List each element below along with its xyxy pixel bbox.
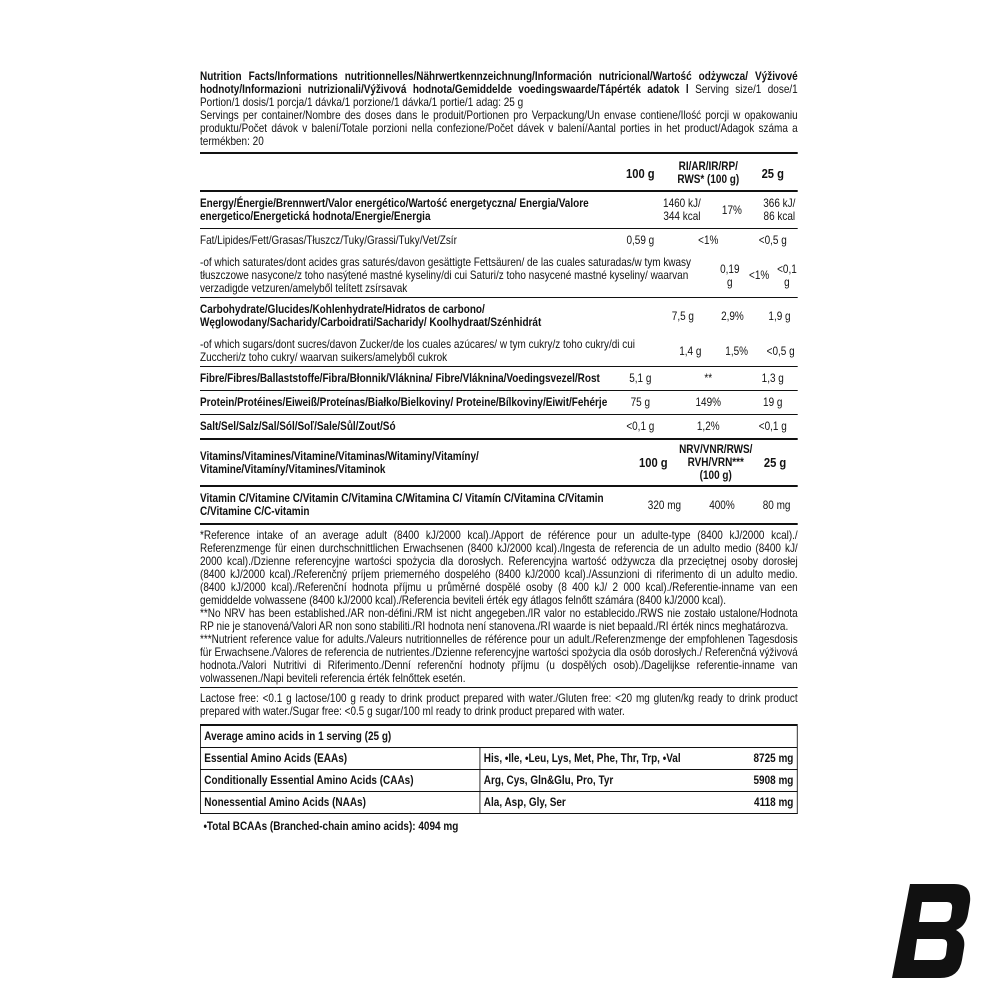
- b-logo-icon: [892, 884, 974, 978]
- amino-row-caa: [200, 770, 798, 792]
- row-protein: [200, 391, 798, 414]
- footnotes: [200, 525, 798, 687]
- vitamins-header-row: [200, 440, 798, 485]
- saturates-ri: <1%: [749, 269, 770, 282]
- carbohydrate-label: Carbohydrate/Glucides/Kohlenhydrate/Hidratos de carbono/ Węglowodany/Sacharidy/Carboidrati/Sacharidy/ Koolhydraat/Szénhidrát: [200, 303, 542, 329]
- protein-label: Protein/Protéines/Eiweiß/Proteínas/Białko/Bielkoviny/ Proteine/Bílkoviny/Eiwit/Fehérje: [200, 396, 608, 409]
- column-header-row: [200, 154, 798, 190]
- amino-eaa-name: Essential Amino Acids (EAAs): [201, 748, 481, 769]
- salt-25g: <0,1 g: [758, 420, 787, 433]
- amino-naa-list: Ala, Asp, Gly, Ser: [483, 796, 566, 809]
- amino-acids-table: [200, 724, 798, 839]
- vitamin-c-nrv: 400%: [709, 498, 735, 512]
- row-carbohydrate: [200, 298, 798, 334]
- protein-100g: 75 g: [630, 396, 651, 409]
- vitamin-c-100g: 320 mg: [647, 498, 682, 512]
- label-title: Nutrition Facts/Informations nutritionnelles/Nährwertkennzeichnung/Información nutricional/Wartość odżywcza/ Výživové hodnoty/Informazioni nutrizionali/Výživová hodnota/Gemiddelde voedingswaarde/Tápérték adatok l: [200, 70, 798, 96]
- col-25g: 25 g: [761, 165, 784, 181]
- free-from-statement: Lactose free: <0.1 g lactose/100 g ready to drink product prepared with water./Gluten free: <20 mg gluten/kg ready to drink product prepared with water./Sugar free: <0.5 g sugar/100 ml ready to drink product prepared with water.: [200, 692, 798, 718]
- saturates-100g: 0,19 g: [720, 262, 740, 289]
- amino-caa-name: Conditionally Essential Amino Acids (CAAs): [201, 770, 481, 791]
- fat-ri: <1%: [698, 234, 719, 247]
- sugars-label: -of which sugars/dont sucres/davon Zucker/de los cuales azúcares/ w tym cukry/z toho cukry/di cui Zuccheri/z toho cukry/ waarvan suikers/amelyből cukrok: [200, 338, 636, 364]
- fat-100g: 0,59 g: [626, 234, 655, 247]
- label-header: [200, 70, 798, 152]
- energy-25g: 366 kJ/ 86 kcal: [763, 197, 796, 223]
- salt-100g: <0,1 g: [626, 420, 655, 433]
- sugars-25g: <0,5 g: [766, 344, 795, 358]
- fibre-label: Fibre/Fibres/Ballaststoffe/Fibra/Błonnik/Vláknina/ Fibre/Vláknina/Voedingsvezel/Rost: [200, 372, 600, 385]
- row-sugars: [200, 334, 798, 366]
- serving-size: Serving size/1 dose/1 Portion/1 dosis/1 porcja/1 dávka/1 porzione/1 dávka/1 portie/1 adag: 25 g: [200, 83, 798, 109]
- vitamin-c-label: Vitamin C/Vitamine C/Vitamin C/Vitamina C/Witamina C/ Vitamín C/Vitamina C/Vitamin C/Vitamine C/C-vitamin: [200, 492, 604, 518]
- protein-ri: 149%: [695, 396, 722, 409]
- total-bcaa: •Total BCAAs (Branched-chain amino acids): 4094 mg: [203, 820, 459, 833]
- carbohydrate-25g: 1,9 g: [768, 309, 791, 323]
- fat-label: Fat/Lipides/Fett/Grasas/Tłuszcz/Tuky/Grassi/Tuky/Vet/Zsír: [200, 234, 457, 247]
- row-saturates: [200, 252, 798, 297]
- vitamin-c-25g: 80 mg: [762, 498, 791, 512]
- row-energy: [200, 192, 798, 228]
- row-fibre: [200, 367, 798, 390]
- fibre-ri: **: [704, 372, 713, 385]
- amino-eaa-mg: 8725 mg: [753, 752, 794, 765]
- footnote-nrv: **No NRV has been established./AR non-défini./RM ist nicht angegeben./IR valor no establecido./RWS nie zostało ustalone/Hodnota RP nie je stanovená/Valori AR non sono stabiliti./RI hodnota není stanovena./RI waarde is niet bepaald./RI érték nincs meghatározva.: [200, 607, 798, 633]
- vitamins-label: Vitamins/Vitamines/Vitamine/Vitaminas/Witaminy/Vitamíny/ Vitamine/Vitamíny/Vitamines/Vitaminok: [200, 449, 479, 476]
- amino-row-eaa: [200, 748, 798, 770]
- sugars-100g: 1,4 g: [679, 344, 702, 358]
- col-ri: RI/AR/IR/RP/ RWS* (100 g): [677, 160, 740, 186]
- amino-naa-name: Nonessential Amino Acids (NAAs): [201, 792, 481, 813]
- col-100g: 100 g: [626, 165, 655, 181]
- amino-title: Average amino acids in 1 serving (25 g): [200, 724, 798, 748]
- row-fat: [200, 229, 798, 252]
- carbohydrate-100g: 7,5 g: [671, 309, 694, 323]
- amino-caa-mg: 5908 mg: [753, 774, 794, 787]
- saturates-label: -of which saturates/dont acides gras saturés/davon gesättigte Fettsäuren/ de las cuales saturadas/w tym kwasy tłuszczowe nasycone/z toho nasýtené mastné kyseliny/di cui Saturi/z toho nasycené mastné kyseliny/ waarvan verzadigde vetzuren/amelyből telített zsírsavak: [200, 256, 692, 295]
- salt-ri: 1,2%: [696, 420, 720, 433]
- vitamins-col-100g: 100 g: [639, 455, 668, 470]
- amino-naa-mg: 4118 mg: [754, 796, 794, 809]
- footnote-nutrient: ***Nutrient reference value for adults./Valeurs nutritionnelles de référence pour un adult./Referenzmenge der empfohlenen Tagesdosis für Erwachsene./Valores de referencia de nutrientes./Dzienne referencyjne wartości spożycia dla osób dorosłych./ Referenčná výživová hodnota./Valori Nutritivi di Riferimento./Denní referenční hodnoty příjmu (u dospělých osob)./Dagelijkse referentie-inname van volwassenen./Napi beviteli referencia érték felnőttek esetén.: [200, 633, 798, 685]
- fat-25g: <0,5 g: [758, 234, 787, 247]
- energy-ri: 17%: [721, 203, 742, 217]
- row-salt: [200, 415, 798, 438]
- fibre-25g: 1,3 g: [761, 372, 784, 385]
- sugars-ri: 1,5%: [725, 344, 749, 358]
- amino-caa-list: Arg, Cys, Gln&Glu, Pro, Tyr: [483, 774, 614, 787]
- protein-25g: 19 g: [763, 396, 783, 409]
- nutrition-label: [200, 70, 798, 839]
- energy-label: Energy/Énergie/Brennwert/Valor energético/Wartość energetyczna/ Energia/Valore energetico/Energetická hodnota/Energie/Energia: [200, 197, 589, 223]
- vitamins-col-nrv: NRV/VNR/RWS/ RVH/VRN*** (100 g): [679, 443, 753, 482]
- amino-row-naa: [200, 792, 798, 814]
- energy-100g: 1460 kJ/ 344 kcal: [663, 197, 701, 223]
- footnote-ri: *Reference intake of an average adult (8400 kJ/2000 kcal)./Apport de référence pour un adulte-type (8400 kJ/2000 kcal)./ Referenzmenge für einen durchschnittlichen Erwachsenen (8400 kJ/2000 kcal)./Ingesta de referencia de un adulto medio (8400 kJ/ 2000 kcal)./Dzienne referencyjne wartości spożycia dla dorosłych. Referencyjna wartość odżywcza dla przeciętnej osoby dorosłej (8400 kJ/2000 kcal)./Referenčný príjem priemerného dospelého (8400 kJ/2000 kcal)./Assunzioni di riferimento di un adulto medio. (8400 kJ/2000 kcal)./Referenční hodnota příjmu u průměrné dospělé osoby (8 400 kJ/ 2 000 kcal)./Referentie-inname van een gemiddelde volwassene (8400 kJ/2000 kcal)./Referencia beviteli érték egy átlagos felnőtt számára (8400 kJ/2000 kcal).: [200, 529, 798, 607]
- servings-per-container: Servings per container/Nombre des doses dans le produit/Portionen pro Verpackung/Un envase contiene/Ilość porcji w opakowaniu produktu/Počet dávok v balení/Totale porzioni nella confezione/Počet dávek v balení/Aantal porties in het product/Adagok száma a termékben: 20: [200, 109, 798, 148]
- vitamins-col-25g: 25 g: [763, 455, 787, 470]
- saturates-25g: <0,1 g: [777, 262, 797, 289]
- salt-label: Salt/Sel/Salz/Sal/Sól/Soľ/Sale/Sůl/Zout/Só: [200, 420, 396, 433]
- carbohydrate-ri: 2,9%: [721, 309, 744, 323]
- row-vitamin-c: [200, 487, 798, 523]
- fibre-100g: 5,1 g: [629, 372, 652, 385]
- amino-eaa-list: His, •Ile, •Leu, Lys, Met, Phe, Thr, Trp, •Val: [483, 752, 681, 765]
